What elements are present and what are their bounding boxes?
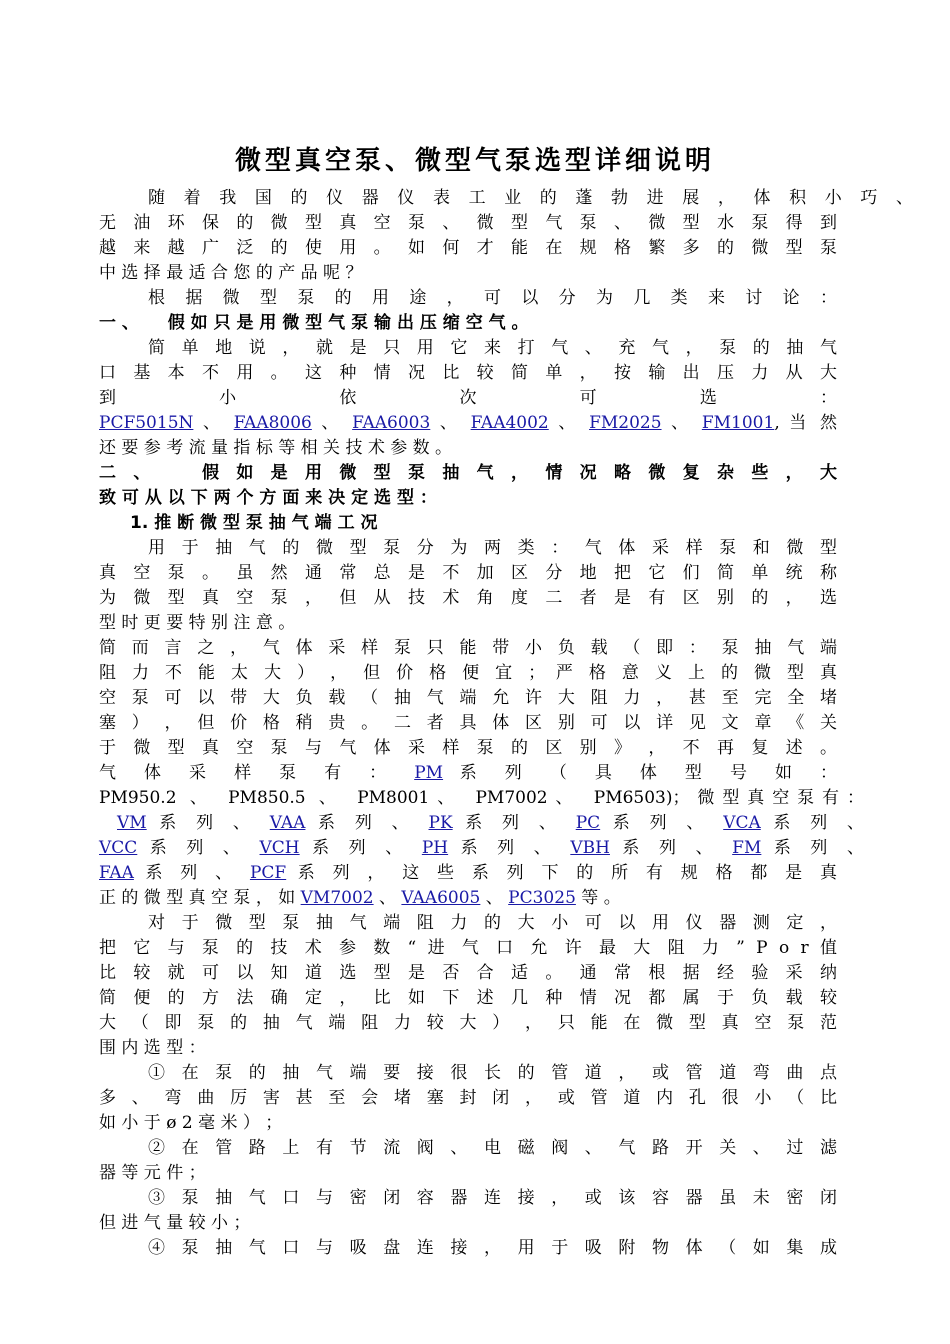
text-segment: , xyxy=(774,413,790,433)
product-link[interactable]: PCF5015N xyxy=(99,413,194,433)
text-line: 简 而 言 之 ， 气 体 采 样 泵 只 能 带 小 负 载 （ 即 ： 泵 抽 气 端 xyxy=(99,638,837,658)
product-link[interactable]: PK xyxy=(428,813,453,833)
product-link[interactable]: PC xyxy=(575,813,601,833)
text-line: 为 微 型 真 空 泵 ， 但 从 技 术 角 度 二 者 是 有 区 别 的 ， 选 xyxy=(99,588,837,608)
text-line: ① 在 泵 的 抽 气 端 要 接 很 长 的 管 道 ， 或 管 道 弯 曲 点 xyxy=(148,1063,837,1083)
product-link[interactable]: FAA4002 xyxy=(470,413,549,433)
text-segment: 、 xyxy=(548,413,590,433)
product-link[interactable]: PM xyxy=(414,763,444,783)
text-segment: 、 xyxy=(661,413,702,433)
text-segment: 系 列 、 xyxy=(452,813,576,833)
text-segment: 系 列 、 xyxy=(137,838,260,858)
text-segment: 系 列 、 xyxy=(761,838,864,858)
text-segment: 系 列 ， 这 些 系 列 下 的 所 有 规 格 都 是 真 xyxy=(286,863,837,883)
product-link[interactable]: FAA8006 xyxy=(233,413,312,433)
text-line: 一 、 假 如 只 是 用 微 型 气 泵 输 出 压 缩 空 气 。 xyxy=(99,313,529,333)
text-line: 越 来 越 广 泛 的 使 用 。 如 何 才 能 在 规 格 繁 多 的 微 型 泵 xyxy=(99,238,837,258)
text-segment: 当 然 xyxy=(789,413,838,433)
product-link[interactable]: VCC xyxy=(99,838,138,858)
gas-pump-models xyxy=(99,786,864,811)
text-segment: 正 的 微 型 真 空 泵 ， 如 xyxy=(99,888,301,908)
text-line: 把 它 与 泵 的 技 术 参 数 “ 进 气 口 允 许 最 大 阻 力 ” P o r 值 xyxy=(99,938,837,958)
text-segment: 系 列 、 xyxy=(448,838,571,858)
text-line: 但 进 气 量 较 小 ； xyxy=(99,1213,251,1233)
text-segment: 1. xyxy=(130,513,155,533)
product-links-line xyxy=(99,411,837,436)
product-link[interactable]: VM7002 xyxy=(300,888,374,908)
text-line: 无 油 环 保 的 微 型 真 空 泵 、 微 型 气 泵 、 微 型 水 泵 得 到 xyxy=(99,213,837,233)
vacuum-pump-links-line xyxy=(99,836,864,861)
text-segment: 、 xyxy=(311,413,353,433)
text-segment: 、 xyxy=(430,413,471,433)
text-line: 中 选 择 最 适 合 您 的 产 品 呢 ？ xyxy=(99,263,363,283)
text-segment: 系 列 、 xyxy=(299,838,422,858)
text-line: 阻 力 不 能 太 大 ） ， 但 价 格 便 宜 ； 严 格 意 义 上 的 微 型 真 xyxy=(99,663,837,683)
text-segment: 气 体 采 样 泵 有 ： xyxy=(99,763,415,783)
text-segment: 系 列 （ 具 体 型 号 如 ： xyxy=(443,763,838,783)
text-line: 对 于 微 型 泵 抽 气 端 阻 力 的 大 小 可 以 用 仪 器 测 定 ， xyxy=(148,913,837,933)
text-segment: 系 列 、 xyxy=(760,813,865,833)
vacuum-pump-links-line xyxy=(117,811,864,836)
vacuum-examples-line xyxy=(99,886,837,911)
product-link[interactable]: FAA6003 xyxy=(352,413,431,433)
product-link[interactable]: PC3025 xyxy=(508,888,576,908)
product-link[interactable]: VAA xyxy=(269,813,306,833)
text-segment: 、 xyxy=(373,888,402,908)
section-subheading xyxy=(130,511,837,536)
product-link[interactable]: VM xyxy=(117,813,147,833)
vacuum-pump-links-line xyxy=(99,861,837,886)
product-link[interactable]: PCF xyxy=(249,863,287,883)
gas-pump-line xyxy=(99,761,837,786)
product-link[interactable]: VCA xyxy=(723,813,761,833)
text-line: ② 在 管 路 上 有 节 流 阀 、 电 磁 阀 、 气 路 开 关 、 过 滤 xyxy=(148,1138,837,1158)
text-segment: 、 xyxy=(480,888,509,908)
text-line: 致 可 从 以 下 两 个 方 面 来 决 定 选 型 ： xyxy=(99,488,437,508)
text-line: 比 较 就 可 以 知 道 选 型 是 否 合 适 。 通 常 根 据 经 验 采 纳 xyxy=(99,963,837,983)
text-line: 随 着 我 国 的 仪 器 仪 表 工 业 的 蓬 勃 进 展 ， 体 积 小 巧 、 xyxy=(148,188,913,208)
text-segment: 推 断 微 型 泵 抽 气 端 工 况 xyxy=(154,513,378,533)
product-link[interactable]: FM2025 xyxy=(589,413,662,433)
text-line: 围 内 选 型 ： xyxy=(99,1038,206,1058)
text-line: ④ 泵 抽 气 口 与 吸 盘 连 接 ， 用 于 吸 附 物 体 （ 如 集 成 xyxy=(148,1238,837,1258)
document-title: 微型真空泵、微型气泵选型详细说明 xyxy=(234,146,715,176)
text-segment: PM950.2 、 PM850.5 、 PM8001、 PM7002、 PM6503)；微型真空泵有： xyxy=(99,788,864,808)
text-line: 空 泵 可 以 带 大 负 载 （ 抽 气 端 允 许 大 阻 力 ， 甚 至 完 全 堵 xyxy=(99,688,837,708)
text-segment: 等 。 xyxy=(581,888,621,908)
product-link[interactable]: VAA6005 xyxy=(401,888,481,908)
product-link[interactable]: FM xyxy=(732,838,762,858)
text-line: 大 （ 即 泵 的 抽 气 端 阻 力 较 大 ） ， 只 能 在 微 型 真 空 泵 范 xyxy=(99,1013,837,1033)
text-segment: 系 列 、 xyxy=(600,813,724,833)
text-line: 简 便 的 方 法 确 定 ， 比 如 下 述 几 种 情 况 都 属 于 负 载 较 xyxy=(99,988,837,1008)
text-line: 到 小 依 次 可 选 ： xyxy=(99,388,837,408)
text-line: ③ 泵 抽 气 口 与 密 闭 容 器 连 接 ， 或 该 容 器 虽 未 密 闭 xyxy=(148,1188,837,1208)
product-link[interactable]: PH xyxy=(421,838,449,858)
text-line: 真 空 泵 。 虽 然 通 常 总 是 不 加 区 分 地 把 它 们 简 单 统 称 xyxy=(99,563,837,583)
text-segment: 、 xyxy=(193,413,234,433)
product-link[interactable]: VCH xyxy=(259,838,300,858)
text-line: 器 等 元 件 ； xyxy=(99,1163,206,1183)
text-line: 如 小 于 ø 2 毫 米 ） ； xyxy=(99,1113,283,1133)
text-segment: 系 列 、 xyxy=(609,838,733,858)
product-link[interactable]: FM1001 xyxy=(701,413,775,433)
text-line: 口 基 本 不 用 。 这 种 情 况 比 较 简 单 ， 按 输 出 压 力 从 大 xyxy=(99,363,837,383)
text-line: 多 、 弯 曲 厉 害 甚 至 会 堵 塞 封 闭 ， 或 管 道 内 孔 很 小 （ 比 xyxy=(99,1088,837,1108)
text-line: 简 单 地 说 ， 就 是 只 用 它 来 打 气 、 充 气 ， 泵 的 抽 气 xyxy=(148,338,837,358)
text-line: 还 要 参 考 流 量 指 标 等 相 关 技 术 参 数 。 xyxy=(99,438,453,458)
product-link[interactable]: FAA xyxy=(99,863,134,883)
text-line: 二 、 假 如 是 用 微 型 泵 抽 气 ， 情 况 略 微 复 杂 些 ， 大 xyxy=(99,463,837,483)
text-line: 型 时 更 要 特 别 注 意 。 xyxy=(99,613,296,633)
text-line: 根 据 微 型 泵 的 用 途 ， 可 以 分 为 几 类 来 讨 论 ： xyxy=(148,288,837,308)
text-segment: 系 列 、 xyxy=(133,863,250,883)
text-line: 用 于 抽 气 的 微 型 泵 分 为 两 类 ： 气 体 采 样 泵 和 微 型 xyxy=(148,538,837,558)
text-segment: 系 列 、 xyxy=(146,813,270,833)
product-link[interactable]: VBH xyxy=(570,838,610,858)
text-line: 于 微 型 真 空 泵 与 气 体 采 样 泵 的 区 别 》 ， 不 再 复 述 。 xyxy=(99,738,837,758)
text-line: 塞 ） ， 但 价 格 稍 贵 。 二 者 具 体 区 别 可 以 详 见 文 章 《 关 xyxy=(99,713,837,733)
text-segment: 系 列 、 xyxy=(305,813,429,833)
